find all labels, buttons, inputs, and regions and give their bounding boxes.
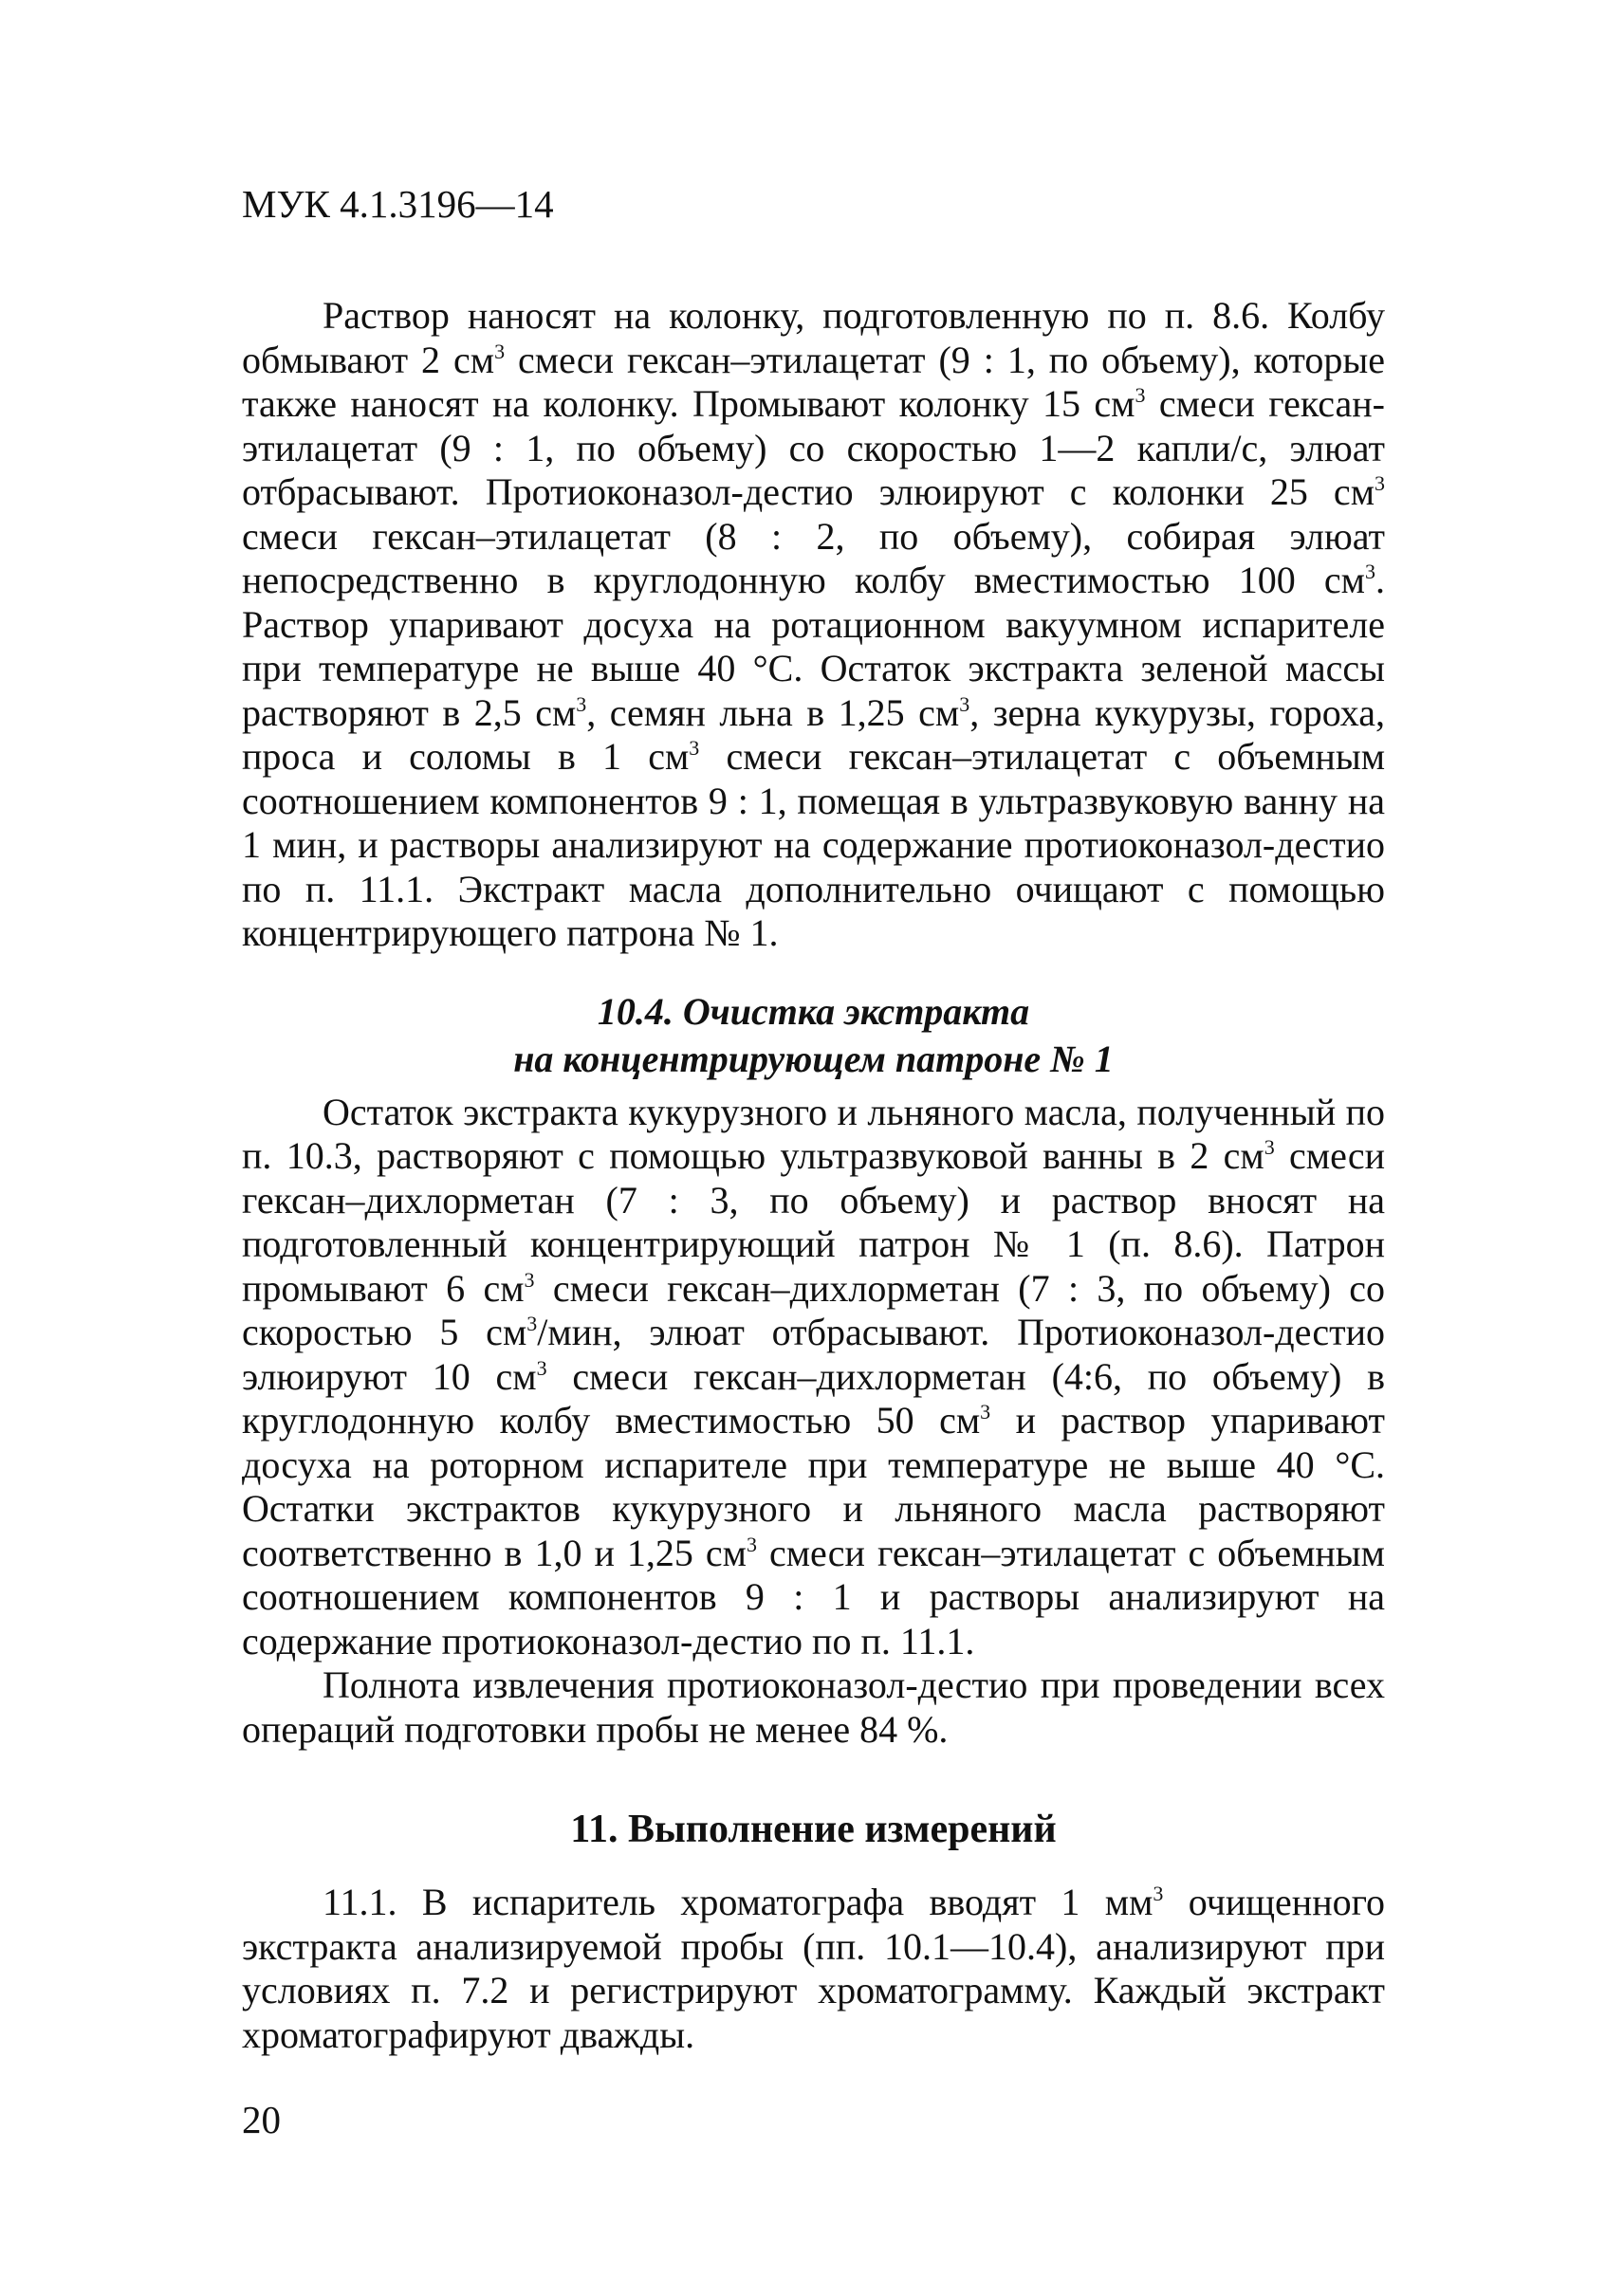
superscript: 3 [526, 1312, 538, 1335]
text-run: /мин, элюат отбрасывают. Протиоконазол-дестио элюируют 10 см [242, 1311, 1386, 1398]
text-run: смеси гексан–дихлорметан (7 : 3, по объему) со скоростью 5 см [242, 1266, 1385, 1353]
text-run: , зерна кукурузы, гороха, проса и соломы в 1 см [242, 690, 1385, 778]
superscript: 3 [959, 691, 970, 716]
text-run: смеси гексан–этилацетат с объемным соотношением компонентов 9 : 1 и растворы анализируют на содержание протиоконазол-дестио по п. 11.1. [242, 1531, 1385, 1662]
text-run: смеси гексан–дихлорметан (4:6, по объему) в круглодонную колбу вместимостью 50 см [242, 1354, 1385, 1442]
superscript: 3 [536, 1355, 547, 1380]
text-run: смеси гексан–этилацетат с объемным соотношением компонентов 9 : 1, помещая в ультразвуковую ванну на 1 мин, и растворы анализируют на содержание протиоконазол-дестио по п. 11.1. Экстракт масла дополнительно очищают с помощью концентрирующего патрона № 1. [242, 735, 1386, 954]
superscript: 3 [1153, 1882, 1164, 1905]
text-run: 11.1. В испаритель хроматографа вводят 1 мм [323, 1881, 1153, 1923]
superscript: 3 [1375, 471, 1385, 495]
superscript: 3 [1264, 1135, 1275, 1159]
text-run: смеси гексан-этилацетат (9 : 1, по объему) со скоростью 1—2 капли/с, элюат отбрасывают. Протиоконазол-дестио элюируют с колонки 25 см [242, 382, 1385, 513]
superscript: 3 [980, 1400, 991, 1424]
page-number: 20 [242, 2098, 281, 2141]
text-run: Раствор наносят на колонку, подготовленную по п. 8.6. Колбу обмывают 2 см [242, 294, 1385, 381]
subsection-heading [242, 988, 1385, 1083]
superscript: 3 [689, 736, 700, 760]
superscript: 3 [746, 1532, 757, 1556]
superscript: 3 [1135, 383, 1146, 407]
text-run: смеси гексан–этилацетат (9 : 1, по объему), которые также наносят на колонку. Промывают колонку 15 см [242, 338, 1385, 425]
subsection-heading-line-2: на концентрирующем патроне № 1 [513, 1037, 1114, 1080]
text-run: смеси гексан–дихлорметан (7 : 3, по объему) и раствор вносят на подготовленный концентрирующий патрон № 1 (п. 8.6). Патрон промывают 6 см [242, 1134, 1385, 1310]
superscript: 3 [494, 339, 506, 363]
paragraph-recovery [242, 1663, 1385, 1752]
document-page [242, 180, 1385, 2057]
text-run: и раствор упаривают досуха на роторном испарителе при температуре не выше 40 °С. Остатки экстрактов кукурузного и льняного масла растворяют соответственно в 1,0 и 1,25 см [242, 1399, 1385, 1574]
document-code-header: МУК 4.1.3196—14 [242, 182, 554, 226]
text-run: смеси гексан–этилацетат (8 : 2, по объему), собирая элюат непосредственно в круглодонную колбу вместимостью 100 см [242, 514, 1385, 601]
text-run: Полнота извлечения протиоконазол-дестио при проведении всех операций подготовки пробы не менее 84 %. [242, 1663, 1385, 1751]
paragraph-measurement [242, 1881, 1385, 2057]
text-run: очищенного экстракта анализируемой пробы (пп. 10.1—10.4), анализируют при условиях п. 7.2 и регистрируют хроматограмму. Каждый экстракт хроматографируют дважды. [242, 1881, 1386, 2056]
superscript: 3 [524, 1267, 535, 1292]
text-run: , семян льна в 1,25 см [586, 690, 960, 734]
text-run: . Раствор упаривают досуха на ротационном вакуумном испарителе при температуре не выше 40 °С. Остаток экстракта зеленой массы растворяют в 2,5 см [242, 559, 1385, 734]
superscript: 3 [1365, 560, 1375, 583]
superscript: 3 [576, 691, 587, 716]
text-run: Остаток экстракта кукурузного и льняного масла, полученный по п. 10.3, растворяют с помощью ультразвуковой ванны в 2 см [242, 1090, 1385, 1177]
section-heading: 11. Выполнение измерений [570, 1808, 1057, 1851]
paragraph-column-cleanup [242, 294, 1385, 956]
subsection-heading-line-1: 10.4. Очистка экстракта [597, 989, 1030, 1033]
paragraph-cartridge-cleanup [242, 1091, 1385, 1664]
